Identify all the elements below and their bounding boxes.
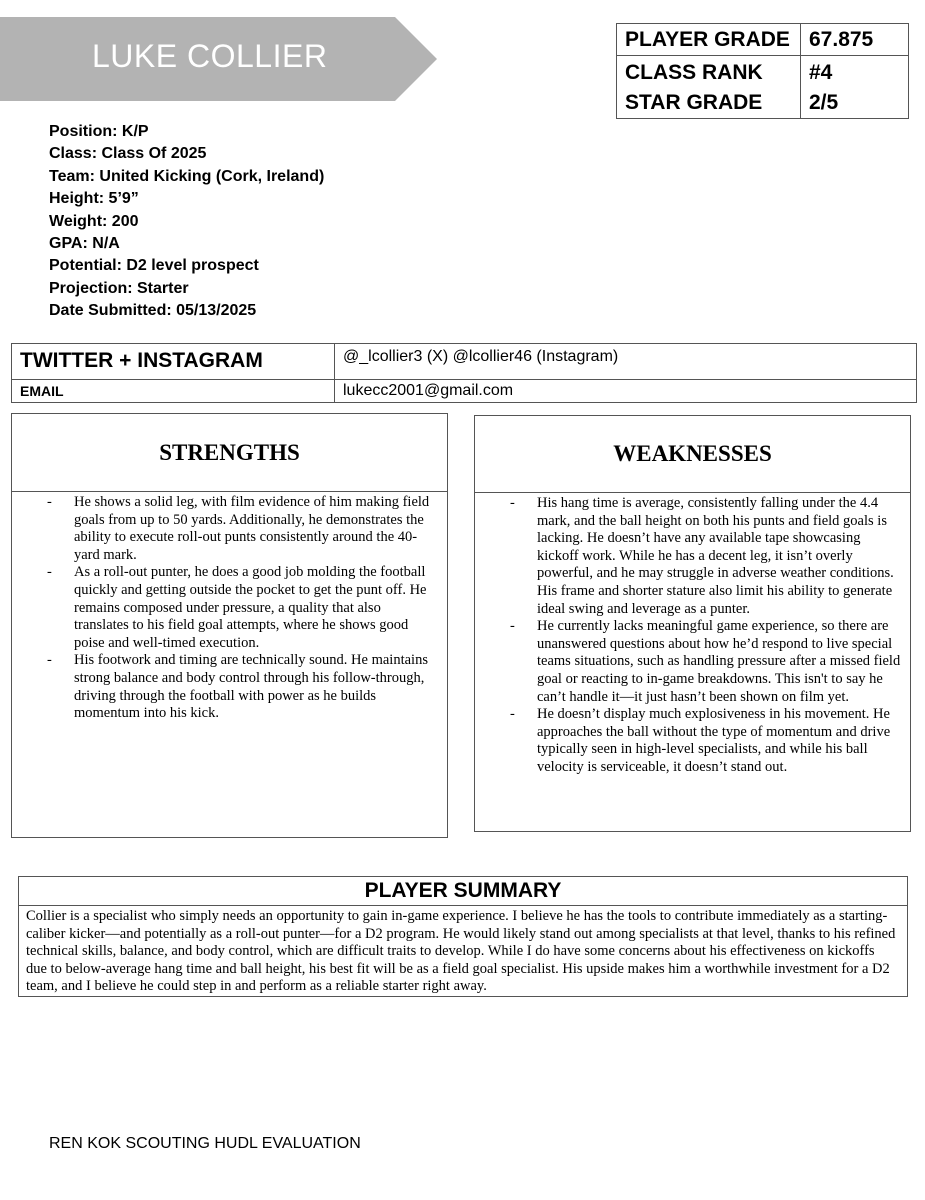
player-name: LUKE COLLIER [92,38,328,74]
social-value: @_lcollier3 (X) @lcollier46 (Instagram) [335,344,917,380]
strength-item: - As a roll-out punter, he does a good job molding the football quickly and getting outside the pocket to get the punt off. He remains composed under pressure, a quality that also translates to his field goal attempts, where he shows good poise and well-timed execution. [74,564,439,652]
info-projection: Projection: Starter [49,279,189,297]
weaknesses-title: WEAKNESSES [475,416,910,493]
info-date-submitted: Date Submitted: 05/13/2025 [49,302,257,320]
weakness-item: - He currently lacks meaningful game experience, so there are unanswered questions about how he’d respond to live special teams situations, such as handling pressure after a missed field goal or reacting to in-game breakdowns. This isn't to say he can’t handle it—it just hasn’t been shown on film yet. [537,618,902,706]
grade-row-rank-star [617,56,909,119]
class-rank-label: CLASS RANK [625,61,763,84]
contact-table [11,343,917,403]
star-grade-label: STAR GRADE [625,91,763,114]
player-grade-label: PLAYER GRADE [617,24,801,56]
email-label: EMAIL [12,380,335,403]
weakness-item: - He doesn’t display much explosiveness in his movement. He approaches the ball without the type of momentum and drive typically seen in high-level specialists, and while his ball velocity is serviceable, it doesn’t stand out. [537,706,902,776]
footer-text: REN KOK SCOUTING HUDL EVALUATION [49,1135,361,1152]
summary-title: PLAYER SUMMARY [19,877,907,906]
summary-text: Collier is a specialist who simply needs an opportunity to gain in-game experience. I believe he has the tools to contribute immediately as a starting-caliber kicker—and potentially as a roll-out punter—for a D2 program. He would likely stand out among specialists at that level, thanks to his refined technical skills, balance, and body control, which are difficult traits to develop. While I do have some concerns about his effectiveness on kickoffs due to below-average hang time and ball height, his best fit will be as a field goal specialist. His upside makes him a worthwhile investment for a D2 team, and I believe he could step in and perform as a reliable starter right away. [26,908,896,995]
info-team: Team: United Kicking (Cork, Ireland) [49,167,325,185]
player-info [49,121,324,323]
strength-item: - His footwork and timing are technically sound. He maintains strong balance and body control through his follow-through, driving through the football with power as he builds momentum into his kick. [74,652,439,722]
star-grade-value: 2/5 [809,91,839,114]
strengths-list [12,492,447,723]
strengths-title: STRENGTHS [12,414,447,492]
info-weight: Weight: 200 [49,212,139,230]
info-height: Height: 5’9” [49,190,139,208]
summary-box [18,876,908,997]
info-potential: Potential: D2 level prospect [49,257,259,275]
info-class: Class: Class Of 2025 [49,145,207,163]
player-grade-value: 67.875 [801,24,909,56]
grade-row-player-grade [617,24,909,56]
strengths-box [11,413,448,838]
strength-item: - He shows a solid leg, with film evidence of him making field goals from up to 50 yards. Additionally, he demonstrates the ability to execute roll-out punts consistently around the 40-yard mark. [74,494,439,564]
social-row [12,344,917,380]
info-position: Position: K/P [49,123,149,140]
email-value: lukecc2001@gmail.com [335,380,917,403]
social-label: TWITTER + INSTAGRAM [12,344,335,380]
weakness-item: - His hang time is average, consistently falling under the 4.4 mark, and the ball height on both his punts and field goals is lacking. He doesn’t have any available tape showcasing kickoff work. While he has a decent leg, it isn’t overly powerful, and he may struggle in adverse weather conditions. His frame and shorter stature also limit his ability to generate ideal swing and leverage as a punter. [537,495,902,618]
info-gpa: GPA: N/A [49,235,120,253]
grade-table [616,23,909,119]
weaknesses-list [475,493,910,777]
class-rank-value: #4 [809,61,833,84]
email-row [12,380,917,403]
weaknesses-box [474,415,911,832]
